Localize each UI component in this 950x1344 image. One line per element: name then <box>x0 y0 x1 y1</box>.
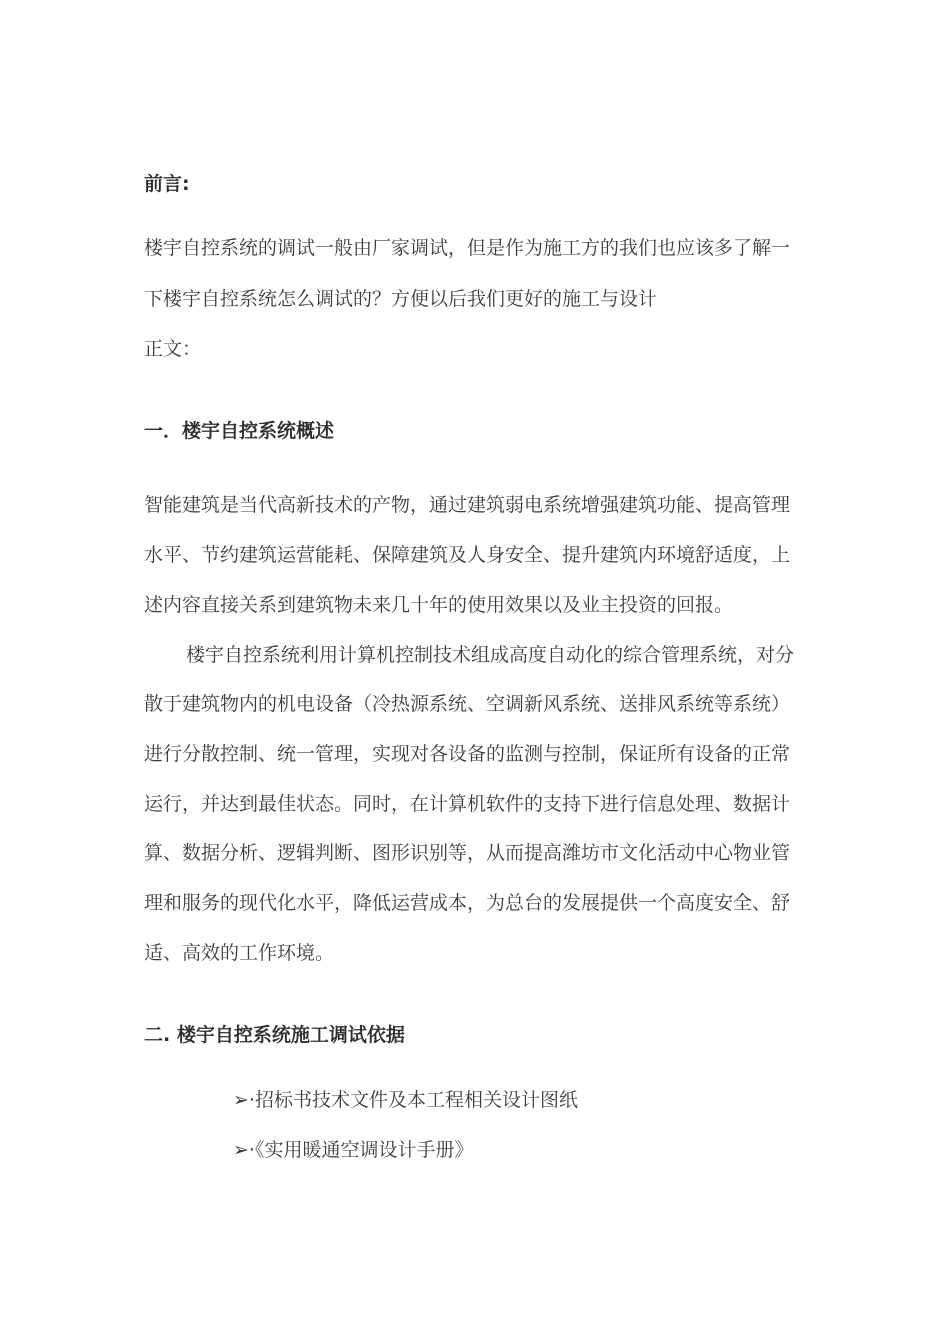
preface-heading: 前言: <box>144 173 190 195</box>
bullet-item: ➢·《实用暖通空调设计手册》 <box>233 1139 474 1161</box>
bullet-item: ➢·招标书技术文件及本工程相关设计图纸 <box>233 1089 578 1111</box>
section1-para2-line: 算、数据分析、逻辑判断、图形识别等，从而提高潍坊市文化活动中心物业管 <box>144 842 791 864</box>
section1-para1-line: 述内容直接关系到建筑物未来几十年的使用效果以及业主投资的回报。 <box>144 594 734 616</box>
section1-para2-line: 运行，并达到最佳状态。同时，在计算机软件的支持下进行信息处理、数据计 <box>144 793 791 815</box>
section1-para2-line: 理和服务的现代化水平，降低运营成本，为总台的发展提供一个高度安全、舒 <box>144 892 791 914</box>
preface-line: 楼宇自控系统的调试一般由厂家调试，但是作为施工方的我们也应该多了解一 <box>144 237 791 259</box>
preface-line: 下楼宇自控系统怎么调试的？方便以后我们更好的施工与设计 <box>144 288 658 310</box>
section2-heading: 二. 楼宇自控系统施工调试依据 <box>144 1024 405 1046</box>
section1-para2-line: 进行分散控制、统一管理，实现对各设备的监测与控制，保证所有设备的正常 <box>144 743 791 765</box>
section1-para2-line: 适、高效的工作环境。 <box>144 942 335 964</box>
section1-para2-line: 散于建筑物内的机电设备（冷热源系统、空调新风系统、送排风系统等系统） <box>144 693 791 715</box>
body-label: 正文： <box>144 338 202 360</box>
section1-para1-line: 智能建筑是当代高新技术的产物，通过建筑弱电系统增强建筑功能、提高管理 <box>144 494 791 516</box>
section1-para2-line: 楼宇自控系统利用计算机控制技术组成高度自动化的综合管理系统，对分 <box>186 644 795 666</box>
section1-heading: 一．楼宇自控系统概述 <box>144 420 335 442</box>
section1-para1-line: 水平、节约建筑运营能耗、保障建筑及人身安全、提升建筑内环境舒适度，上 <box>144 544 791 566</box>
